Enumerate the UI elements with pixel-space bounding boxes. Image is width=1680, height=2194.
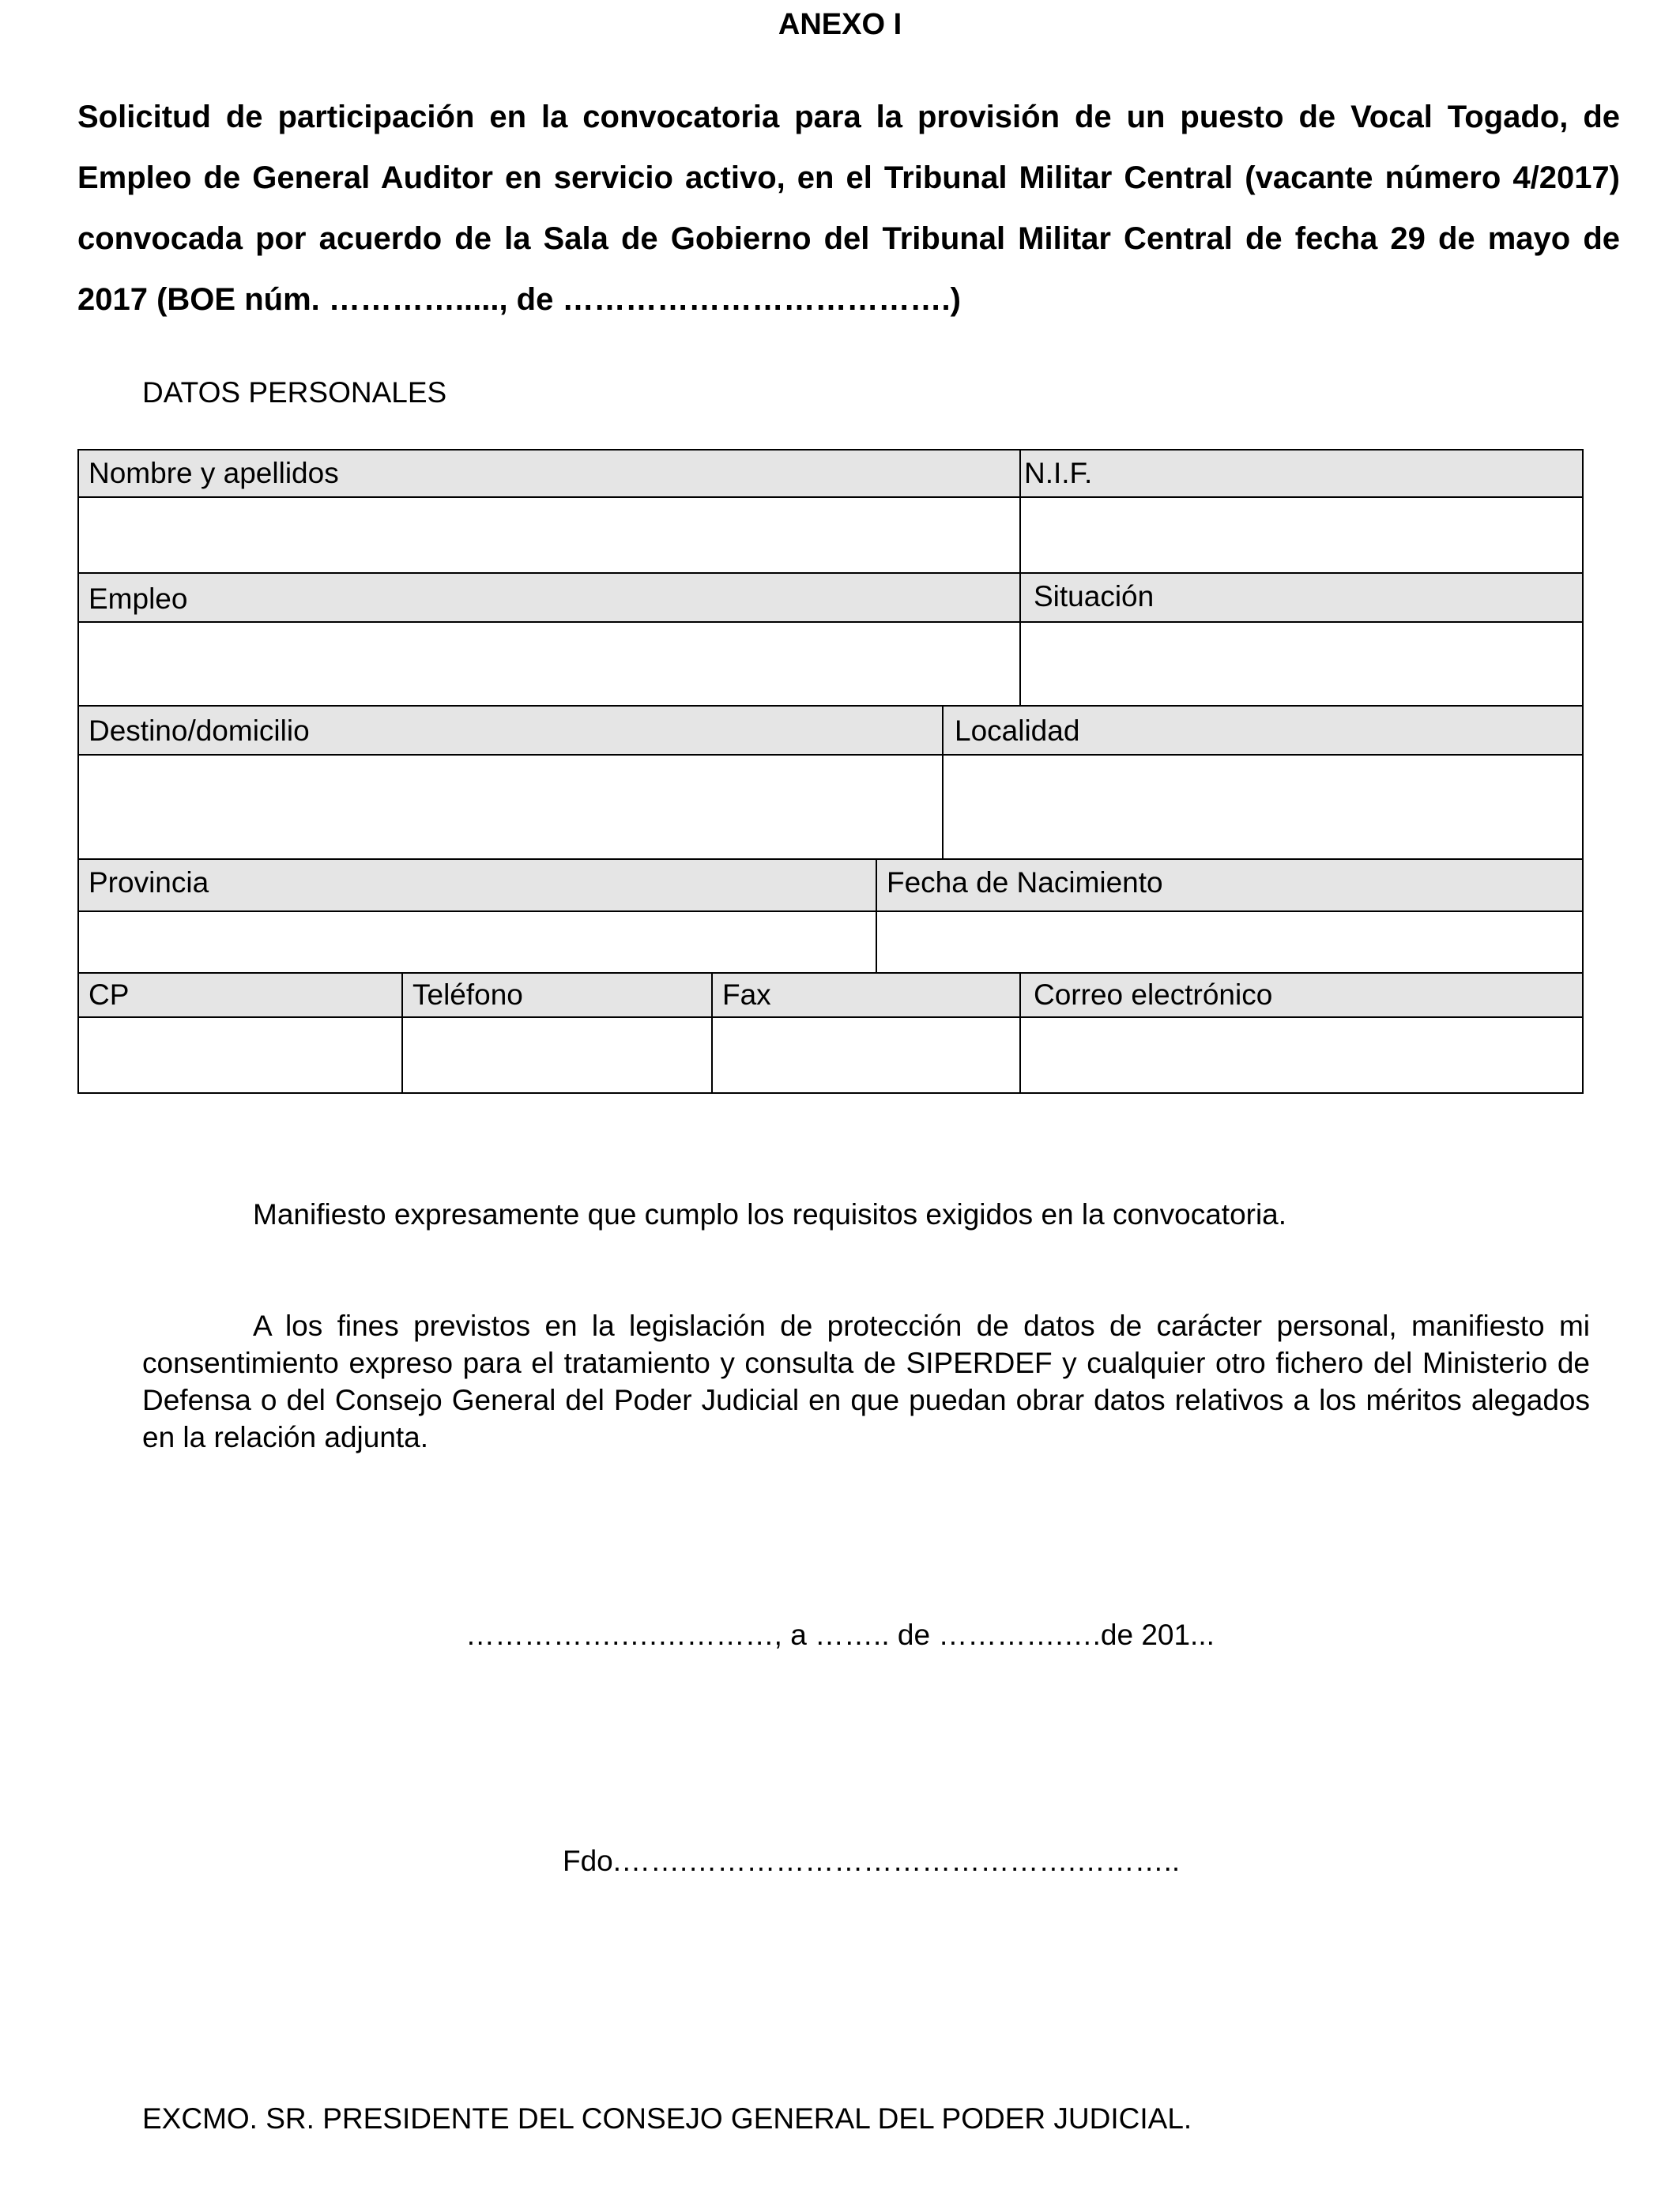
telefono-label: Teléfono [401, 972, 713, 1018]
empleo-label: Empleo [77, 572, 1021, 623]
declaration-text: Manifiesto expresamente que cumplo los requisitos exigidos en la convocatoria. [253, 1198, 1287, 1231]
destino-label: Destino/domicilio [77, 705, 944, 756]
consent-paragraph [142, 1307, 1590, 1456]
signature-line: Fdo.…….………………………………….……….. [563, 1845, 1181, 1877]
nif-label: N.I.F. [1019, 449, 1584, 498]
date-line: …………….….…………, a …….. de ………….….de 201... [465, 1619, 1215, 1651]
nif-field[interactable] [1019, 496, 1584, 574]
cp-field[interactable] [77, 1016, 403, 1094]
localidad-label: Localidad [942, 705, 1584, 756]
destino-field[interactable] [77, 754, 944, 860]
correo-field[interactable] [1019, 1016, 1584, 1094]
telefono-field[interactable] [401, 1016, 713, 1094]
correo-label: Correo electrónico [1019, 972, 1584, 1018]
fax-field[interactable] [711, 1016, 1021, 1094]
consent-text: A los fines previstos en la legislación de protección de datos de carácter personal, manifiesto mi consentimiento expreso para el tratamiento y consulta de SIPERDEF y cualquier otro fichero del Ministerio de Defensa o del Consejo General del Poder Judicial en que puedan obrar datos relativos a los méritos alegados en la relación adjunta. [142, 1310, 1590, 1453]
fax-label: Fax [711, 972, 1021, 1018]
situacion-field[interactable] [1019, 621, 1584, 707]
cp-label: CP [77, 972, 403, 1018]
nombre-label: Nombre y apellidos [77, 449, 1021, 498]
situacion-label: Situación [1019, 572, 1584, 623]
nombre-field[interactable] [77, 496, 1021, 574]
page-title: Solicitud de participación en la convocatoria para la provisión de un puesto de Vocal Togado, de Empleo de General Auditor en servicio activo, en el Tribunal Militar Central (vacante número 4/2017) convocada por acuerdo de la Sala de Gobierno del Tribunal Militar Central de fecha 29 de mayo de 2017 (BOE núm. …………....., de ……………………………….) [77, 100, 1620, 317]
annex-title: ANEXO I [778, 8, 902, 41]
addressee: EXCMO. SR. PRESIDENTE DEL CONSEJO GENERAL DEL PODER JUDICIAL. [142, 2102, 1192, 2135]
empleo-field[interactable] [77, 621, 1021, 707]
section-label-datos-personales: DATOS PERSONALES [142, 376, 447, 409]
provincia-label: Provincia [77, 858, 877, 912]
localidad-field[interactable] [942, 754, 1584, 860]
fecha-nacimiento-label: Fecha de Nacimiento [876, 858, 1584, 912]
provincia-field[interactable] [77, 910, 877, 974]
fecha-nacimiento-field[interactable] [876, 910, 1584, 974]
